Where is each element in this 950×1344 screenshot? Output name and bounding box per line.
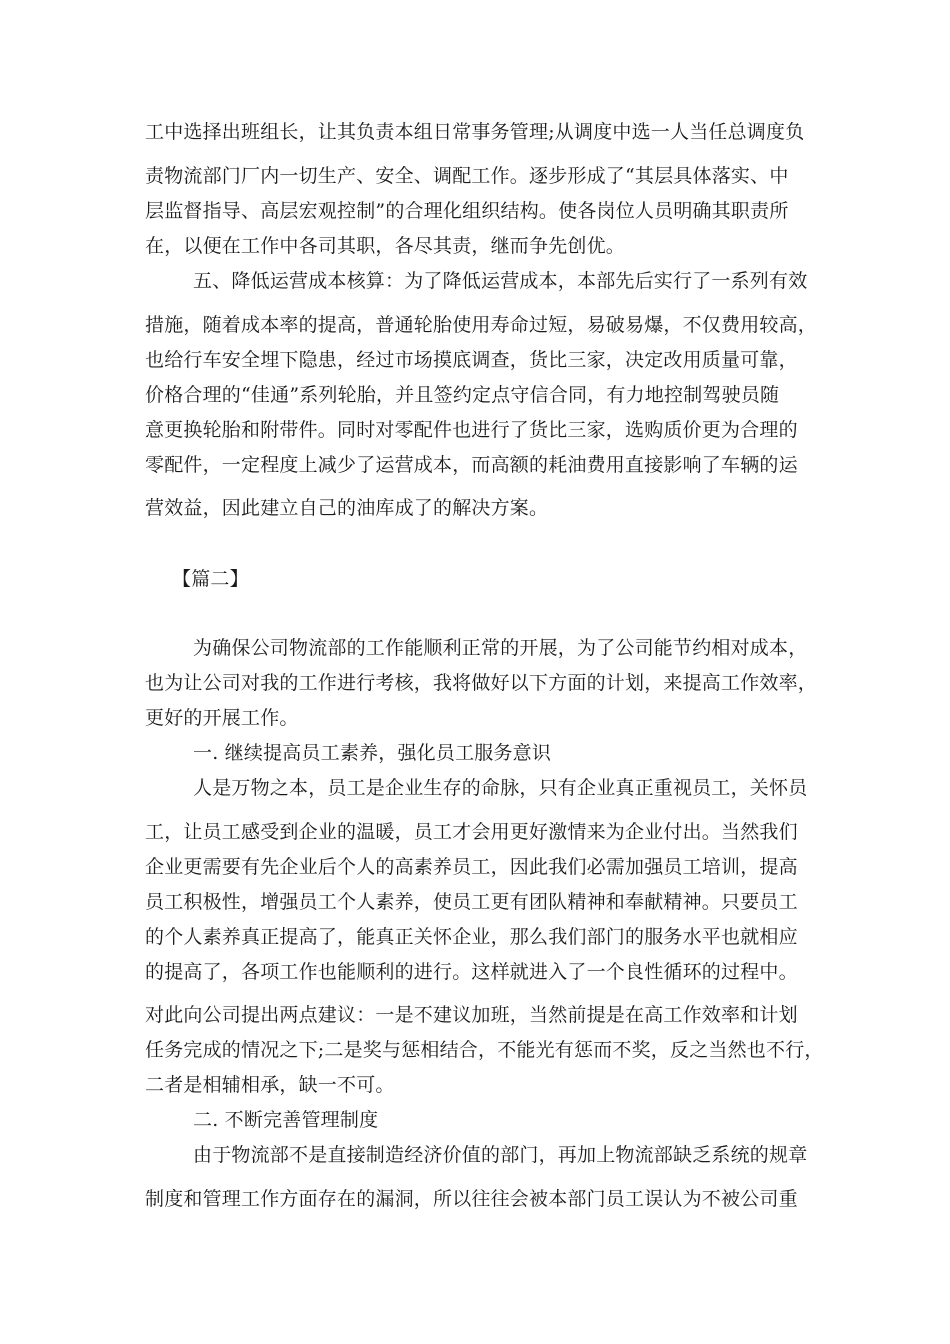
paragraph-line: 层监督指导、高层宏观控制”的合理化组织结构。使各岗位人员明确其职责所 [145, 200, 789, 222]
paragraph-line: 工，让员工感受到企业的温暖，员工才会用更好激情来为企业付出。当然我们 [145, 821, 798, 843]
part-heading: 【篇二】 [172, 568, 249, 590]
paragraph-line: 零配件，一定程度上减少了运营成本，而高额的耗油费用直接影响了车辆的运 [145, 454, 798, 476]
paragraph-line: 工中选择出班组长，让其负责本组日常事务管理;从调度中选一人当任总调度负 [145, 121, 805, 143]
paragraph-line: 为确保公司物流部的工作能顺利正常的开展，为了公司能节约相对成本， [193, 637, 808, 659]
paragraph-line: 价格合理的“佳通”系列轮胎，并且签约定点守信合同，有力地控制驾驶员随 [145, 384, 780, 406]
section-heading: 一. 继续提高员工素养，强化员工服务意识 [193, 742, 552, 764]
paragraph-line: 任务完成的情况之下;二是奖与惩相结合，不能光有惩而不奖，反之当然也不行， [145, 1039, 824, 1061]
paragraph-line: 也为让公司对我的工作进行考核，我将做好以下方面的计划，来提高工作效率， [145, 672, 818, 694]
paragraph-line: 意更换轮胎和附带件。同时对零配件也进行了货比三家，选购质价更为合理的 [145, 419, 798, 441]
paragraph-line: 的个人素养真正提高了，能真正关怀企业，那么我们部门的服务水平也就相应 [145, 926, 798, 948]
paragraph-line: 对此向公司提出两点建议：一是不建议加班，当然前提是在高工作效率和计划 [145, 1004, 798, 1026]
paragraph-line: 员工积极性，增强员工个人素养，使员工更有团队精神和奉献精神。只要员工 [145, 891, 798, 913]
paragraph-line: 责物流部门厂内一切生产、安全、调配工作。逐步形成了“其层具体落实、中 [145, 165, 789, 187]
paragraph-line: 措施，随着成本率的提高，普通轮胎使用寿命过短，易破易爆，不仅费用较高， [145, 314, 818, 336]
paragraph-line: 营效益，因此建立自己的油库成了的解决方案。 [145, 497, 549, 519]
paragraph-line: 在，以便在工作中各司其职，各尽其责，继而争先创优。 [145, 235, 626, 257]
paragraph-line: 人是万物之本，员工是企业生存的命脉，只有企业真正重视员工，关怀员 [193, 777, 808, 799]
paragraph-line: 五、降低运营成本核算：为了降低运营成本，本部先后实行了一系列有效 [193, 270, 808, 292]
section-heading: 二. 不断完善管理制度 [193, 1109, 379, 1131]
paragraph-line: 也给行车安全埋下隐患，经过市场摸底调查，货比三家，决定改用质量可靠， [145, 349, 798, 371]
paragraph-line: 企业更需要有先企业后个人的高素养员工，因此我们必需加强员工培训，提高 [145, 856, 798, 878]
paragraph-line: 的提高了，各项工作也能顺利的进行。这样就进入了一个良性循环的过程中。 [145, 961, 798, 983]
paragraph-line: 制度和管理工作方面存在的漏洞，所以往往会被本部门员工误认为不被公司重 [145, 1188, 798, 1210]
paragraph-line: 由于物流部不是直接制造经济价值的部门，再加上物流部缺乏系统的规章 [193, 1144, 808, 1166]
paragraph-line: 更好的开展工作。 [145, 707, 299, 729]
paragraph-line: 二者是相辅相承，缺一不可。 [145, 1074, 395, 1096]
